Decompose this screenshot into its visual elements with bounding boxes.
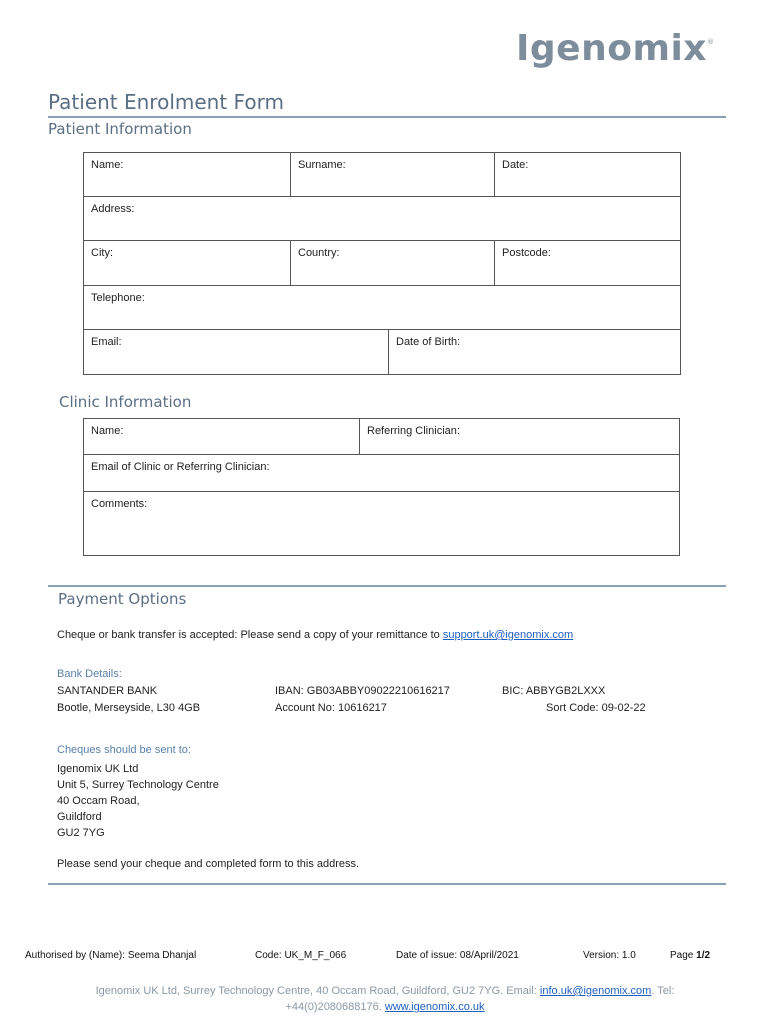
patient-city-label: City: — [91, 247, 113, 259]
clinic-section-heading: Clinic Information — [59, 393, 192, 411]
issue-date: Date of issue: 08/April/2021 — [396, 950, 519, 961]
patient-name-label: Name: — [91, 159, 124, 171]
payment-closing: Please send your cheque and completed form to this address. — [57, 858, 360, 870]
patient-address-label: Address: — [91, 203, 135, 215]
page-number — [670, 950, 710, 961]
patient-name-field[interactable] — [84, 153, 291, 197]
patient-date-label: Date: — [502, 159, 529, 171]
patient-dob-field[interactable] — [389, 330, 681, 375]
website-link[interactable]: www.igenomix.co.uk — [384, 1001, 485, 1013]
payment-top-divider — [48, 585, 726, 587]
page-count: 1/2 — [696, 950, 711, 961]
cheque-address-line: Guildford — [57, 811, 102, 823]
registered-mark: ® — [707, 38, 715, 46]
cheque-address-line: Igenomix UK Ltd — [57, 763, 139, 775]
payment-bottom-divider — [48, 883, 726, 885]
patient-surname-field[interactable] — [291, 153, 495, 197]
patient-country-field[interactable] — [291, 241, 495, 286]
iban: IBAN: GB03ABBY09022210616217 — [275, 685, 450, 697]
patient-surname-label: Surname: — [298, 159, 346, 171]
patient-section-heading: Patient Information — [48, 120, 192, 138]
patient-telephone-label: Telephone: — [91, 292, 145, 304]
patient-country-label: Country: — [298, 247, 340, 259]
igenomix-logo — [516, 28, 715, 69]
page-title: Patient Enrolment Form — [48, 90, 284, 114]
comments-label: Comments: — [91, 498, 148, 510]
patient-dob-label: Date of Birth: — [396, 336, 461, 348]
cheque-address — [57, 761, 219, 841]
account-number: Account No: 10616217 — [275, 702, 387, 714]
title-divider — [48, 116, 726, 118]
payment-intro-text: Cheque or bank transfer is accepted: Please send a copy of your remittance to — [57, 629, 443, 641]
referring-clinician-field[interactable] — [360, 419, 680, 455]
bank-details-heading: Bank Details: — [57, 668, 122, 680]
bank-address: Bootle, Merseyside, L30 4GB — [57, 702, 201, 714]
support-email-link[interactable]: support.uk@igenomix.com — [442, 629, 574, 641]
phone-number: +44(0)2080688176 — [285, 1001, 379, 1013]
info-email-link[interactable]: info.uk@igenomix.com — [539, 985, 652, 997]
patient-contact-table — [83, 329, 681, 375]
cheque-heading: Cheques should be sent to: — [57, 744, 191, 756]
patient-telephone-field[interactable] — [84, 286, 681, 330]
address-text: Igenomix UK Ltd, Surrey Technology Centre, 40 Occam Road, Guildford, GU2 7YG. Email: — [95, 985, 540, 997]
payment-intro — [57, 629, 573, 641]
clinic-name-field[interactable] — [84, 419, 360, 455]
patient-postcode-label: Postcode: — [502, 247, 551, 259]
cheque-address-line: Unit 5, Surrey Technology Centre — [57, 779, 219, 791]
sort-code: Sort Code: 09-02-22 — [546, 702, 646, 714]
patient-info-table — [83, 152, 681, 330]
comments-field[interactable] — [84, 492, 680, 556]
company-address — [0, 983, 770, 1015]
patient-email-label: Email: — [91, 336, 122, 348]
clinic-email-field[interactable] — [84, 455, 680, 492]
page-label: Page — [670, 950, 697, 961]
logo-text: Igenomix — [516, 28, 708, 69]
bic-code: BIC: ABBYGB2LXXX — [502, 685, 606, 697]
patient-postcode-field[interactable] — [495, 241, 681, 286]
version: Version: 1.0 — [583, 950, 636, 961]
referring-clinician-label: Referring Clinician: — [367, 425, 460, 437]
document-code: Code: UK_M_F_066 — [255, 950, 347, 961]
patient-city-field[interactable] — [84, 241, 291, 286]
payment-section-heading: Payment Options — [58, 590, 187, 608]
patient-email-field[interactable] — [84, 330, 389, 375]
clinic-info-table — [83, 418, 680, 556]
bank-name: SANTANDER BANK — [57, 685, 158, 697]
patient-address-field[interactable] — [84, 197, 681, 241]
tel-label: . Tel: — [651, 985, 675, 997]
cheque-address-line: 40 Occam Road, — [57, 795, 140, 807]
separator: . — [378, 1001, 385, 1013]
patient-date-field[interactable] — [495, 153, 681, 197]
authorised-by: Authorised by (Name): Seema Dhanjal — [25, 950, 197, 961]
clinic-name-label: Name: — [91, 425, 124, 437]
cheque-address-line: GU2 7YG — [57, 827, 105, 839]
clinic-email-label: Email of Clinic or Referring Clinician: — [91, 461, 270, 473]
